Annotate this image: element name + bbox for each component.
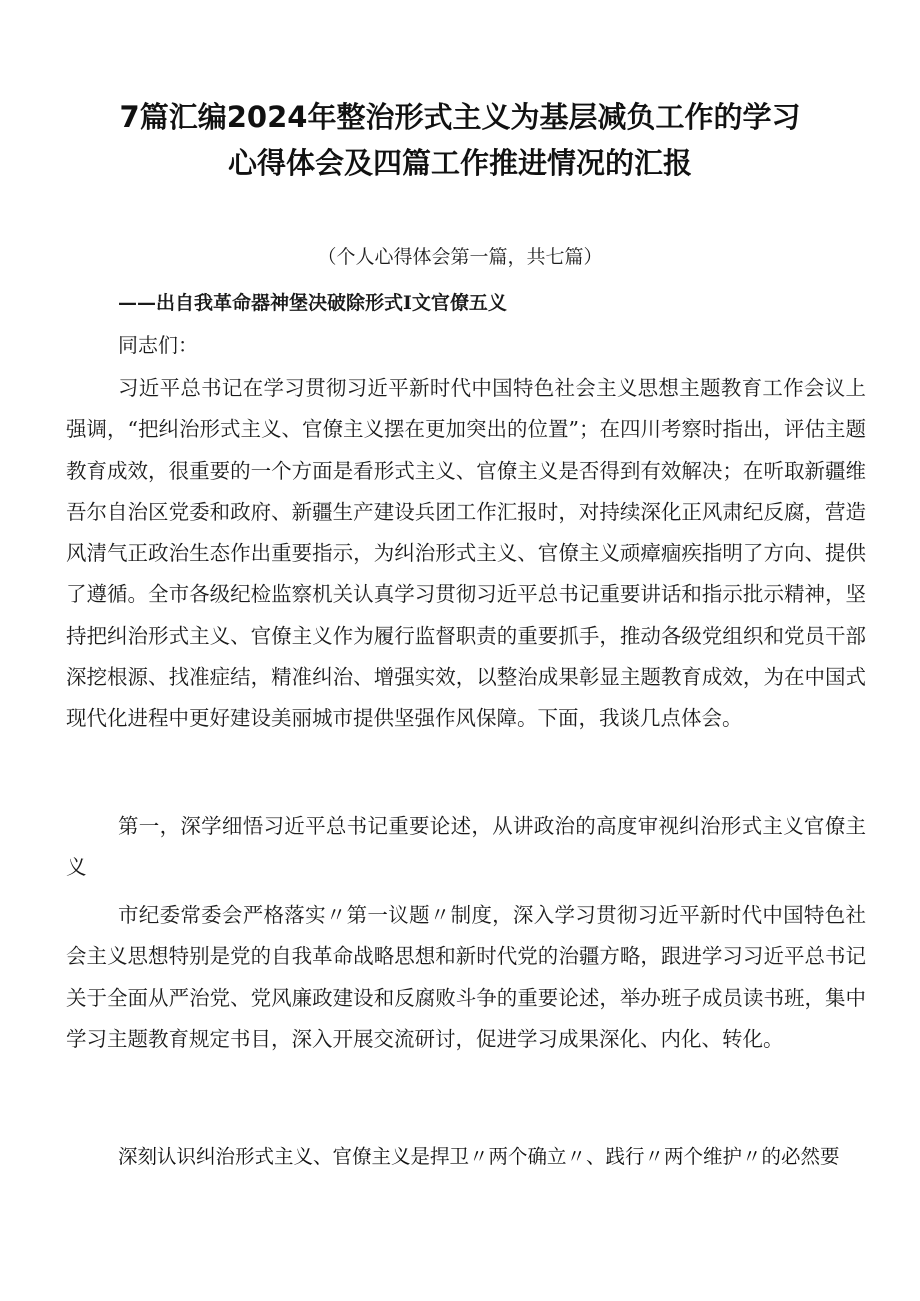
paragraph-body: 市纪委常委会严格落实〃第一议题〃制度，深入学习贯彻习近平新时代中国特色社会主义思想特别是党的自我革命战略思想和新时代党的治疆方略，跟进学习习近平总书记关于全面从严治党、党风廉政建设和反腐败斗争的重要论述，举办班子成员读书班，集中学习主题教育规定书目，深入开展交流研讨，促进学习成果深化、内化、转化。 bbox=[66, 903, 866, 1051]
paragraph-cutoff-heading: 深刻认识纠治形式主义、官僚主义是捍卫〃两个确立〃、践行〃两个维护〃的必然要 bbox=[118, 1145, 840, 1168]
title-line-1: 7篇汇编2024年整治形式主义为基层减负工作的学习 bbox=[119, 100, 801, 134]
document-byline: ——出自我革命器神堡决破除形式Ⅰ文官僚五义 bbox=[118, 292, 507, 314]
paragraph-intro: 习近平总书记在学习贯彻习近平新时代中国特色社会主义思想主题教育工作会议上强调，“把纠治形式主义、官僚主义摆在更加突出的位置”；在四川考察时指出，评估主题教育成效，很重要的一个方面是看形式主义、官僚主义是否得到有效解决；在听取新疆维吾尔自治区党委和政府、新疆生产建设兵团工作汇报时，对持续深化正风肃纪反腐，营造风清气正政治生态作出重要指示，为纠治形式主义、官僚主义顽瘴痼疾指明了方向、提供了遵循。全市各级纪检监察机关认真学习贯彻习近平总书记重要讲话和指示批示精神，坚持把纠治形式主义、官僚主义作为履行监督职责的重要抓手，推动各级党组织和党员干部深挖根源、找准症结，精准纠治、增强实效，以整治成果彰显主题教育成效，为在中国式现代化进程中更好建设美丽城市提供坚强作风保障。下面，我谈几点体会。 bbox=[66, 376, 866, 731]
salutation: 同志们： bbox=[118, 333, 198, 357]
title-line-2: 心得体会及四篇工作推进情况的汇报 bbox=[227, 146, 692, 180]
paragraph-section-heading: 第一，深学细悟习近平总书记重要论述，从讲政治的高度审视纠治形式主义官僚主义 bbox=[66, 814, 866, 880]
document-title bbox=[90, 94, 830, 186]
document-subtitle: （个人心得体会第一篇，共七篇） bbox=[317, 246, 603, 268]
